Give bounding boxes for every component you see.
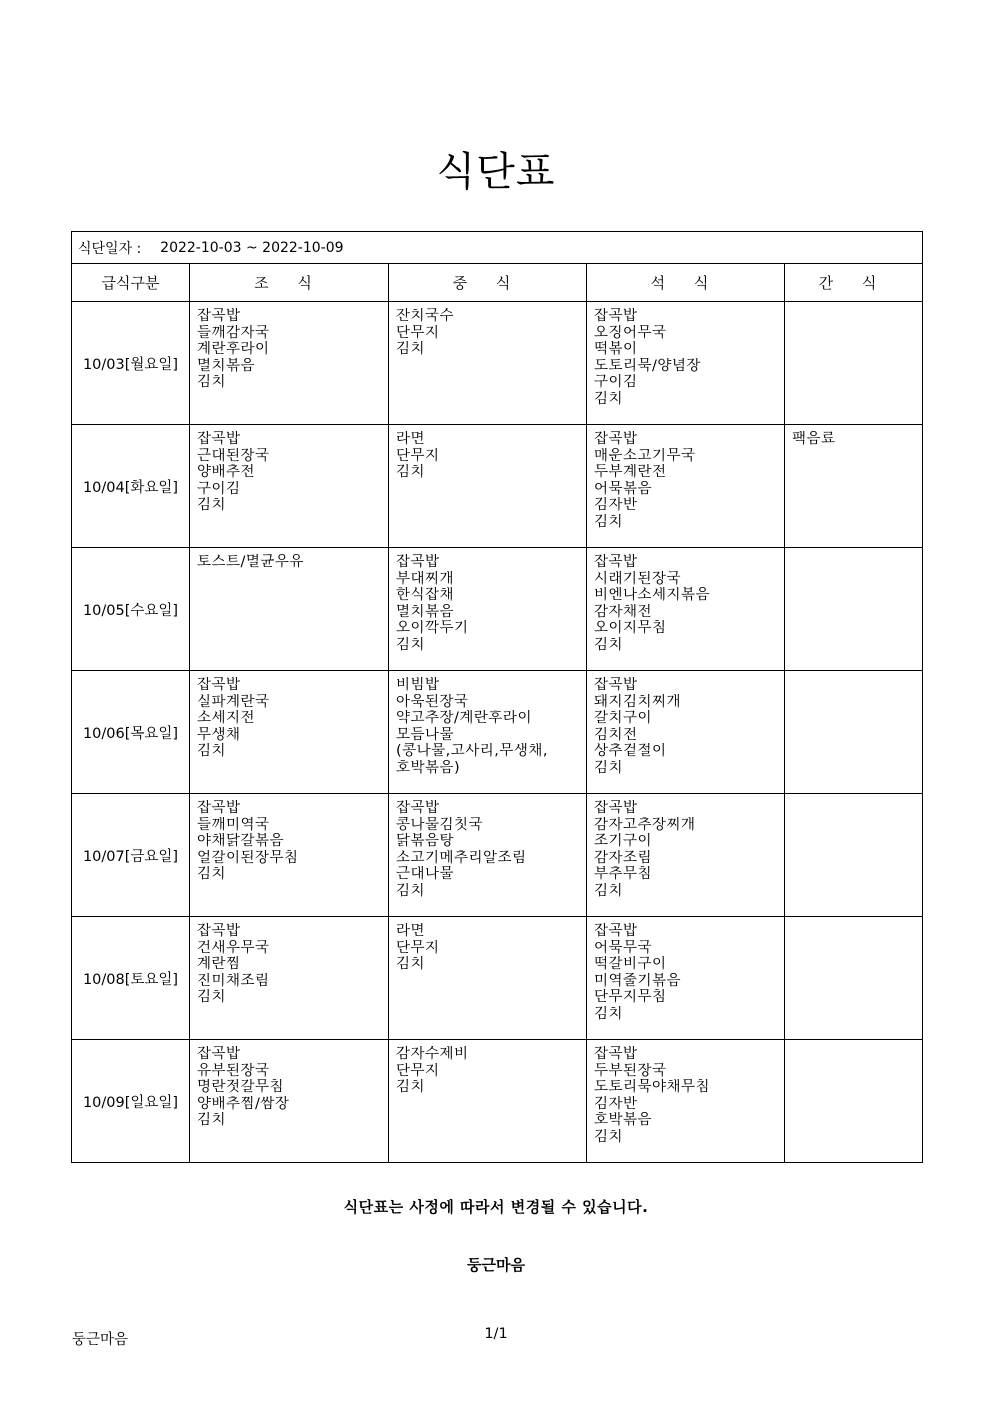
menu-item: 잡곡밥: [594, 800, 638, 816]
day-row: [72, 1040, 923, 1163]
dinner-cell: [587, 302, 785, 425]
menu-item: 김치: [197, 743, 227, 760]
menu-item: 잡곡밥: [594, 1046, 638, 1062]
notice-text: 식단표는 사정에 따라서 변경될 수 있습니다.: [343, 1198, 649, 1216]
day-row: [72, 917, 923, 1040]
menu-item: 두부된장국: [594, 1062, 667, 1079]
menu-item: 김치: [594, 1128, 624, 1145]
menu-item: 잡곡밥: [396, 554, 440, 570]
dinner-list: [587, 302, 784, 408]
menu-item: 김치: [396, 464, 426, 481]
menu-item: 김치: [594, 1005, 624, 1022]
breakfast-cell: [190, 1040, 389, 1163]
lunch-cell: [389, 1040, 587, 1163]
menu-item: 단무지무침: [594, 989, 667, 1006]
menu-item: 김치: [594, 513, 624, 530]
menu-item: 들깨감자국: [197, 324, 270, 341]
dinner-list: [587, 794, 784, 900]
menu-item: 비엔나소세지볶음: [594, 587, 711, 604]
lunch-list: [389, 917, 586, 973]
lunch-list: [389, 671, 586, 777]
menu-item: 도토리묵/양념장: [594, 357, 701, 374]
lunch-list: [389, 425, 586, 481]
menu-item: 잡곡밥: [594, 308, 638, 324]
menu-item: 호박볶음: [594, 1112, 653, 1129]
menu-item: 계란후라이: [197, 341, 270, 358]
menu-item: 구이김: [594, 374, 638, 391]
menu-item: 근대나물: [396, 866, 455, 883]
day-date: 10/03[월요일]: [72, 302, 190, 425]
menu-item: 잡곡밥: [197, 677, 241, 693]
menu-item: 잡곡밥: [197, 923, 241, 939]
day-date: 10/08[토요일]: [72, 917, 190, 1040]
dinner-cell: [587, 548, 785, 671]
snack-cell: [785, 671, 923, 794]
menu-item: 계란찜: [197, 956, 241, 973]
menu-item: 양배추찜/쌈장: [197, 1095, 290, 1112]
snack-cell: [785, 302, 923, 425]
day-row: [72, 794, 923, 917]
dinner-list: [587, 425, 784, 531]
lunch-list: [389, 1040, 586, 1096]
day-row: [72, 302, 923, 425]
dinner-list: [587, 1040, 784, 1146]
date-range-row: [72, 232, 923, 264]
menu-item: 잡곡밥: [594, 431, 638, 447]
lunch-list: [389, 794, 586, 900]
breakfast-cell: [190, 425, 389, 548]
snack-cell: [785, 794, 923, 917]
menu-item: 구이김: [197, 480, 241, 497]
menu-item: 근대된장국: [197, 447, 270, 464]
menu-item: 김치: [594, 882, 624, 899]
menu-item: 감자수제비: [396, 1046, 469, 1062]
meal-table: [71, 231, 923, 1163]
footer-organization: 둥근마음: [72, 1332, 129, 1348]
menu-item: 감자고추장찌개: [594, 816, 696, 833]
menu-item: 김자반: [594, 497, 638, 514]
menu-item: 단무지: [396, 324, 440, 341]
menu-item: 라면: [396, 923, 426, 939]
menu-item: 양배추전: [197, 464, 256, 481]
lunch-cell: [389, 671, 587, 794]
menu-item: 떡볶이: [594, 341, 638, 358]
breakfast-list: [190, 425, 388, 514]
header-category: 급식구분: [72, 264, 190, 302]
menu-item: 라면: [396, 431, 426, 447]
menu-item: 조기구이: [594, 833, 653, 850]
menu-item: 잡곡밥: [197, 308, 241, 324]
menu-item: 오이깍두기: [396, 620, 469, 637]
lunch-cell: [389, 425, 587, 548]
menu-item: 두부계란전: [594, 464, 667, 481]
menu-item: 부추무침: [594, 866, 653, 883]
menu-item: 돼지김치찌개: [594, 693, 682, 710]
breakfast-cell: [190, 302, 389, 425]
menu-item: 비빔밥: [396, 677, 440, 693]
menu-item: 매운소고기무국: [594, 447, 696, 464]
breakfast-list: [190, 548, 388, 571]
breakfast-cell: [190, 917, 389, 1040]
snack-list: [785, 1040, 922, 1046]
menu-item: 잡곡밥: [197, 1046, 241, 1062]
dinner-list: [587, 671, 784, 777]
header-dinner: 석 식: [587, 264, 785, 302]
snack-list: [785, 671, 922, 677]
menu-item: 단무지: [396, 447, 440, 464]
menu-item: 실파계란국: [197, 693, 270, 710]
menu-item: 콩나물김칫국: [396, 816, 484, 833]
menu-item: 한식잡채: [396, 587, 455, 604]
menu-item: 멸치볶음: [197, 357, 256, 374]
menu-item: 부대찌개: [396, 570, 455, 587]
menu-item: 유부된장국: [197, 1062, 270, 1079]
menu-item: 얼갈이된장무침: [197, 849, 299, 866]
menu-item: 야채닭갈볶음: [197, 833, 285, 850]
menu-item: 무생채: [197, 726, 241, 743]
menu-item: 김치: [396, 956, 426, 973]
menu-item: 김치: [197, 374, 227, 391]
breakfast-cell: [190, 794, 389, 917]
day-date: 10/04[화요일]: [72, 425, 190, 548]
menu-item: 팩음료: [792, 431, 836, 447]
snack-list: [785, 548, 922, 554]
menu-item: 잡곡밥: [197, 800, 241, 816]
breakfast-list: [190, 794, 388, 883]
menu-item: 진미채조림: [197, 972, 270, 989]
snack-list: [785, 425, 922, 448]
menu-item: 아욱된장국: [396, 693, 469, 710]
menu-item: 어묵볶음: [594, 480, 653, 497]
menu-item: 김치: [396, 882, 426, 899]
snack-list: [785, 794, 922, 800]
dinner-cell: [587, 1040, 785, 1163]
header-row: [72, 264, 923, 302]
menu-item: 단무지: [396, 1062, 440, 1079]
menu-item: 미역줄기볶음: [594, 972, 682, 989]
lunch-cell: [389, 548, 587, 671]
menu-item: 상추겉절이: [594, 743, 667, 760]
menu-item: 김치: [396, 1079, 426, 1096]
menu-item: 김치: [197, 866, 227, 883]
menu-item: 약고추장/계란후라이: [396, 710, 532, 727]
menu-item: 떡갈비구이: [594, 956, 667, 973]
header-lunch: 중 식: [389, 264, 587, 302]
menu-item: 오이지무침: [594, 620, 667, 637]
menu-item: 잡곡밥: [594, 554, 638, 570]
day-date: 10/07[금요일]: [72, 794, 190, 917]
day-date: 10/05[수요일]: [72, 548, 190, 671]
header-breakfast: 조 식: [190, 264, 389, 302]
breakfast-cell: [190, 671, 389, 794]
day-row: [72, 548, 923, 671]
menu-item: 모듬나물: [396, 726, 455, 743]
day-row: [72, 425, 923, 548]
menu-item: 잡곡밥: [396, 800, 440, 816]
menu-item: 호박볶음): [396, 759, 461, 776]
lunch-list: [389, 302, 586, 358]
menu-item: 잔치국수: [396, 308, 455, 324]
menu-item: 도토리묵야채무침: [594, 1079, 711, 1096]
menu-item: 김치: [594, 636, 624, 653]
snack-list: [785, 302, 922, 308]
snack-cell: [785, 917, 923, 1040]
menu-item: 김치: [396, 636, 426, 653]
lunch-cell: [389, 794, 587, 917]
dinner-cell: [587, 794, 785, 917]
menu-item: 갈치구이: [594, 710, 653, 727]
menu-item: 들깨미역국: [197, 816, 270, 833]
dinner-cell: [587, 425, 785, 548]
menu-item: 김치: [197, 497, 227, 514]
menu-item: 멸치볶음: [396, 603, 455, 620]
lunch-cell: [389, 917, 587, 1040]
menu-item: 어묵무국: [594, 939, 653, 956]
snack-cell: [785, 548, 923, 671]
dinner-list: [587, 917, 784, 1023]
menu-item: 김치: [594, 390, 624, 407]
breakfast-cell: [190, 548, 389, 671]
menu-item: 소고기메추리알조림: [396, 849, 527, 866]
lunch-list: [389, 548, 586, 654]
header-snack: 간 식: [785, 264, 923, 302]
menu-item: 김치: [396, 341, 426, 358]
menu-item: 김자반: [594, 1095, 638, 1112]
breakfast-list: [190, 671, 388, 760]
page-number: 1/1: [484, 1326, 508, 1342]
menu-item: 토스트/멸균우유: [197, 554, 304, 570]
menu-item: 오징어무국: [594, 324, 667, 341]
day-date: 10/06[목요일]: [72, 671, 190, 794]
menu-item: 잡곡밥: [594, 923, 638, 939]
breakfast-list: [190, 1040, 388, 1129]
menu-item: 닭볶음탕: [396, 833, 455, 850]
date-range-value: 2022-10-03 ~ 2022-10-09: [160, 239, 344, 256]
dinner-cell: [587, 671, 785, 794]
menu-item: 감자채전: [594, 603, 653, 620]
day-row: [72, 671, 923, 794]
day-date: 10/09[일요일]: [72, 1040, 190, 1163]
snack-cell: [785, 425, 923, 548]
organization-name: 둥근마음: [467, 1256, 525, 1274]
menu-item: 명란젓갈무침: [197, 1079, 285, 1096]
page-title: 식단표: [436, 149, 556, 195]
snack-list: [785, 917, 922, 923]
menu-item: 김치: [197, 1112, 227, 1129]
breakfast-list: [190, 917, 388, 1006]
menu-item: 건새우무국: [197, 939, 270, 956]
dinner-list: [587, 548, 784, 654]
menu-item: 김치: [197, 989, 227, 1006]
menu-item: (콩나물,고사리,무생채,: [396, 743, 549, 760]
menu-item: 김치전: [594, 726, 638, 743]
date-range-label: 식단일자 :: [78, 240, 142, 257]
lunch-cell: [389, 302, 587, 425]
dinner-cell: [587, 917, 785, 1040]
menu-item: 김치: [594, 759, 624, 776]
menu-item: 잡곡밥: [197, 431, 241, 447]
snack-cell: [785, 1040, 923, 1163]
menu-item: 잡곡밥: [594, 677, 638, 693]
breakfast-list: [190, 302, 388, 391]
menu-item: 소세지전: [197, 710, 256, 727]
menu-item: 시래기된장국: [594, 570, 682, 587]
menu-item: 감자조림: [594, 849, 653, 866]
menu-item: 단무지: [396, 939, 440, 956]
